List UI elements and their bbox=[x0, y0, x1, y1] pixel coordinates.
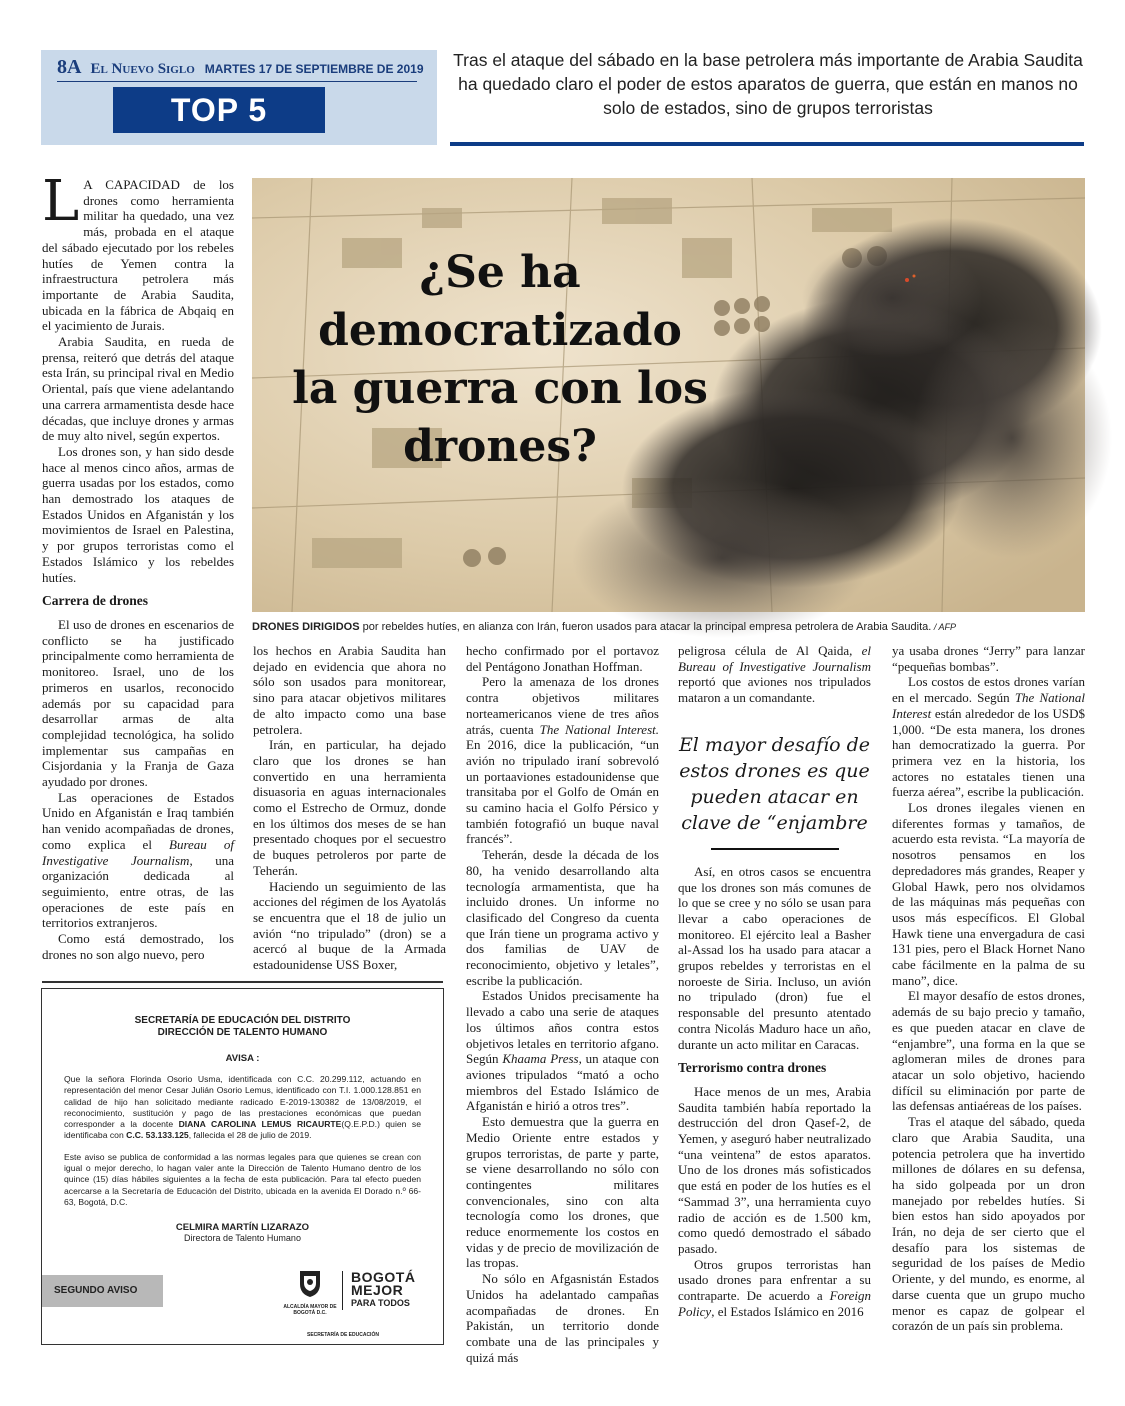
deck-divider bbox=[450, 142, 1084, 146]
seal-icon bbox=[297, 1268, 323, 1298]
article-column-5 bbox=[892, 643, 1085, 1346]
notice-body: Que la señora Florinda Osorio Usma, identificada con C.C. 20.299.112, actuando en representación del menor Cesar Julián Osorio Lemus, identificado con T.I. 1.000.128.851 en calidad de hijo han solicitado mediante radicado E-2019-130382 de 13/08/2019, el reconocimiento, sustitución y pago de las prestaciones económicas que puedan corresponder a la docente DIANA CAROLINA LEMUS RICAURTE(Q.E.P.D.) quien se identificaba con C.C. 53.133.125, fallecida el 28 de julio de 2019. Este aviso se publica de conformidad a las normas legales para que quienes se crean con igual o mejor derecho, lo hagan valer ante la Dirección de Talento Humano dentro de los quince (15) días hábiles siguientes a la fecha de esta publicación. Para tal efecto pueden acercarse a la Secretaría de Educación del Distrito, ubicada en la avenida El Dorado n.º 66-63, Bogotá, D.C. bbox=[64, 1074, 421, 1207]
notice-badge: SEGUNDO AVISO bbox=[42, 1275, 163, 1307]
article-paragraph: hecho confirmado por el portavoz del Pentágono Jonathan Hoffman. bbox=[466, 643, 659, 674]
drop-cap: L bbox=[42, 169, 80, 234]
article-column-2 bbox=[253, 643, 446, 973]
notice-title: SECRETARÍA DE EDUCACIÓN DEL DISTRITO DIRECCIÓN DE TALENTO HUMANO bbox=[134, 1015, 351, 1038]
article-paragraph: Estados Unidos precisamente ha llevado a cabo una serie de ataques los últimos años contra estos objetivos letales en territorio afgano. Según Khaama Press, un ataque con aviones tripulados “mató a ocho miembros del Estado Islámico de Afganistán e hirió a otros tres”. bbox=[466, 988, 659, 1114]
article-paragraph: Los costos de estos drones varían en el mercado. Según The National Interest están alrededor de los USD$ 1,000. “De esta manera, los drones han democratizado la guerra. Por primera vez en la historia, los actores no estatales tienen una fuerza aérea”, escribe la publicación. bbox=[892, 674, 1086, 800]
issue-date: MARTES 17 DE SEPTIEMBRE DE 2019 bbox=[204, 62, 424, 76]
education-secretariat: SECRETARÍA DE EDUCACIÓN bbox=[307, 1332, 379, 1338]
article-paragraph: El uso de drones en escenarios de conflicto se ha justificado principalmente como herramienta de monitoreo. Israel, uno de los primeros en usarlos, reconocido además por su capacidad para desarrollar armas de alta complejidad tecnológica, ha solido implementar sus campañas en Cisjordania y la Franja de Gaza ayudado por drones. bbox=[42, 616, 234, 790]
legal-notice bbox=[41, 988, 444, 1345]
article-paragraph: Otros grupos terroristas han usado drones para enfrentar a su contraparte. De acuerdo a Foreign Policy, el Estados Islámico en 2016 bbox=[678, 1256, 871, 1319]
article-paragraph: Los drones ilegales vienen en diferentes formas y tamaños, de acuerdo esta revista. “La mayoría de nosotros pensamos en los depredadores más grandes, Reaper y Global Hawk, pero nos olvidamos de las máquinas más pequeñas con usos más específicos. El Global Hawk tiene una envergadura de casi 131 pies, pero el Black Hornet Nano cabe fácilmente en la palma de su mano”, dice. bbox=[892, 800, 1085, 988]
article-column-4 bbox=[678, 643, 871, 1346]
article-paragraph: Así, en otros casos se encuentra que los drones son más comunes de lo que se cree y no sólo se usan para llevar a cabo operaciones de monitoreo. El ejército leal a Basher al-Assad los ha usado para atacar a grupos rebeldes y terroristas en el noroeste de Siria. Incluso, un avión no tripulado (dron) fue el responsable del presunto atentado contra Nicolás Maduro hace un año, durante un acto militar en Caracas. bbox=[678, 863, 871, 1052]
photo-caption bbox=[252, 621, 1085, 633]
article-paragraph: Teherán, desde la década de los 80, ha venido desarrollando alta tecnología armamentista, que ha incluido drones. Un informe no clasificado del Congreso da cuenta que Irán tiene un programa activo y dos familias de UAV de reconocimiento, objetivo y letales”, escribe la publicación. bbox=[466, 847, 659, 988]
photo-credit: / AFP bbox=[931, 622, 956, 632]
article-paragraph: los hechos en Arabia Saudita han dejado en evidencia que ahora no sólo son usados para monitorear, sino para atacar objetivos militares de alto impacto como una base petrolera. bbox=[253, 643, 446, 737]
article-paragraph: Como está demostrado, los drones no son algo nuevo, pero bbox=[42, 931, 234, 962]
newspaper-name: El Nuevo Siglo bbox=[90, 61, 195, 77]
article-paragraph: No sólo en Afgasnistán Estados Unidos ha adelantado campañas acompañadas de drones. En Pakistán, un territorio donde combate una de las principales y quizá más bbox=[466, 1271, 659, 1365]
pull-quote-rule bbox=[711, 848, 839, 850]
notice-signature: CELMIRA MARTÍN LIZARAZO Directora de Talento Humano bbox=[175, 1222, 310, 1244]
article-column-3 bbox=[466, 643, 659, 1365]
bogota-brand: BOGOTÁ MEJOR PARA TODOS bbox=[342, 1271, 431, 1310]
article-paragraph: Pero la amenaza de los drones contra objetivos militares norteamericanos viene de tres años atrás, cuenta The National Interest. En 2016, dice la publicación, “un avión no tripulado iraní sobrevoló un portaaviones estadounidense que transitaba por el Golfo de Omán en su camino hacia el Golfo Pérsico y también fotografió un buque naval francés”. bbox=[466, 674, 659, 847]
pull-quote bbox=[678, 732, 871, 850]
article-paragraph: Hace menos de un mes, Arabia Saudita también había reportado la destrucción del dron Qasef-2, de Yemen, y aseguró haber neutralizado “una veintena” de estos aparatos. Uno de los drones más sofisticados que está en poder de los hutíes es el “Sammad 3”, una herramienta cuyo radio de acción es de 1.500 km, como quedó demostrado el sábado pasado. bbox=[678, 1083, 871, 1256]
article-paragraph: Los drones son, y han sido desde hace al menos cinco años, armas de guerra usadas por los estados, como han demostrado los ataques de Estados Unidos en Afganistán y los movimientos de Israel en Palestina, y por grupos terroristas como el Estados Islámico y los rebeldes hutíes. bbox=[42, 443, 234, 585]
article-column-1 bbox=[42, 169, 234, 973]
article-paragraph: Haciendo un seguimiento de las acciones del régimen de los Ayatolás se encuentra que el 18 de julio un avión “no tripulado” (dron) se a acercó al buque de la Armada estadounidense USS Boxer, bbox=[253, 878, 446, 973]
caption-text: por rebeldes hutíes, en alianza con Irán, fueron usados para atacar la principal empresa petrolera de Arabia Saudita. bbox=[359, 621, 932, 633]
folio-line bbox=[57, 56, 424, 82]
caption-lead: DRONES DIRIGIDOS bbox=[252, 621, 360, 633]
notice-top-rule bbox=[42, 981, 443, 983]
article-paragraph: Las operaciones de Estados Unido en Afganistán e Iraq también han venido acompañadas de drones, como explica el Bureau of Investigative Journalism, una organización dedicada al seguimiento, entre otras, de las operaciones de este país en territorios extranjeros. bbox=[42, 789, 234, 931]
headline: ¿Se ha democratizado la guerra con los drones? bbox=[292, 247, 708, 472]
notice-avisa: AVISA : bbox=[225, 1053, 260, 1064]
pull-quote-text: El mayor desafío de estos drones es que pueden atacar en clave de “enjambre bbox=[678, 733, 871, 834]
article-paragraph: Irán, en particular, ha dejado claro que los drones se han convertido en una herramienta disuasoria en aguas internacionales como el Estrecho de Ormuz, donde en los últimos dos meses de se han presentado choques por el secuestro de buques petroleros por parte de Teherán. bbox=[253, 737, 446, 878]
article-paragraph: ya usaba drones “Jerry” para lanzar “pequeñas bombas”. bbox=[892, 643, 1085, 674]
article-paragraph: Arabia Saudita, en rueda de prensa, reiteró que detrás del ataque esta Irán, su principal rival en Medio Oriental, país que viene adelantando una carrera armamentista desde hace décadas, que incluye drones y armas de muy alto nivel, según expertos. bbox=[42, 334, 234, 444]
article-paragraph: Esto demuestra que la guerra en Medio Oriente entre estados y grupos terroristas, de parte y parte, se viene desarrollando no sólo con contingentes militares convencionales, sino con alta tecnología como los drones, que reduce enormemente los costos en vidas y de precio de movilización de las tropas. bbox=[466, 1114, 659, 1271]
section-header bbox=[41, 50, 437, 145]
section-label: TOP 5 bbox=[113, 87, 325, 133]
subhead: Terrorismo contra drones bbox=[678, 1060, 827, 1076]
subhead: Carrera de drones bbox=[42, 593, 148, 609]
article-paragraph: El mayor desafío de estos drones, además de su bajo precio y tamaño, es que pueden atacar en clave de “enjambre”, una forma en la que se aglomeran miles de drones para atacar un solo objetivo, haciendo difícil su eliminación por parte de las defensas antiaéreas de los países. bbox=[892, 988, 1085, 1114]
article-paragraph: L A CAPACIDAD de los drones como herramienta militar ha quedado, una vez más, probada en el ataque del sábado ejecutado por los rebeles hutíes de Yemen contra la infraestructura petrolera más importante de Arabia Saudita, ubicada en la fábrica de Abqaiq en el yacimiento de Jurais. bbox=[42, 169, 234, 334]
article-deck: Tras el ataque del sábado en la base petrolera más importante de Arabia Saudita ha quedado claro el poder de estos aparatos de guerra, que están en manos no solo de estados, sino de grupos terroristas bbox=[453, 50, 1083, 118]
article-paragraph: peligrosa célula de Al Qaida, el Bureau of Investigative Journalism reportó que aviones nos tripulados mataron a un comandante. bbox=[678, 643, 871, 706]
city-seal: ALCALDÍA MAYOR DE BOGOTÁ D.C. bbox=[280, 1268, 340, 1316]
page-number: 8A bbox=[57, 56, 82, 78]
article-paragraph: Tras el ataque del sábado, queda claro que Arabia Saudita, una potencia petrolera que ha invertido millones de dólares en su defensa, ha sido golpeada por un dron manejado por rebeldes hutíes. Si bien estos han sido apoyados por Irán, no deja de ser cierto que el desafío para los sistemas de seguridad de los países de Medio Oriente, y del mundo, es enorme, al darse cuenta que un grupo mucho menor es capaz de golpear el corazón de un país sin problema. bbox=[892, 1114, 1085, 1334]
